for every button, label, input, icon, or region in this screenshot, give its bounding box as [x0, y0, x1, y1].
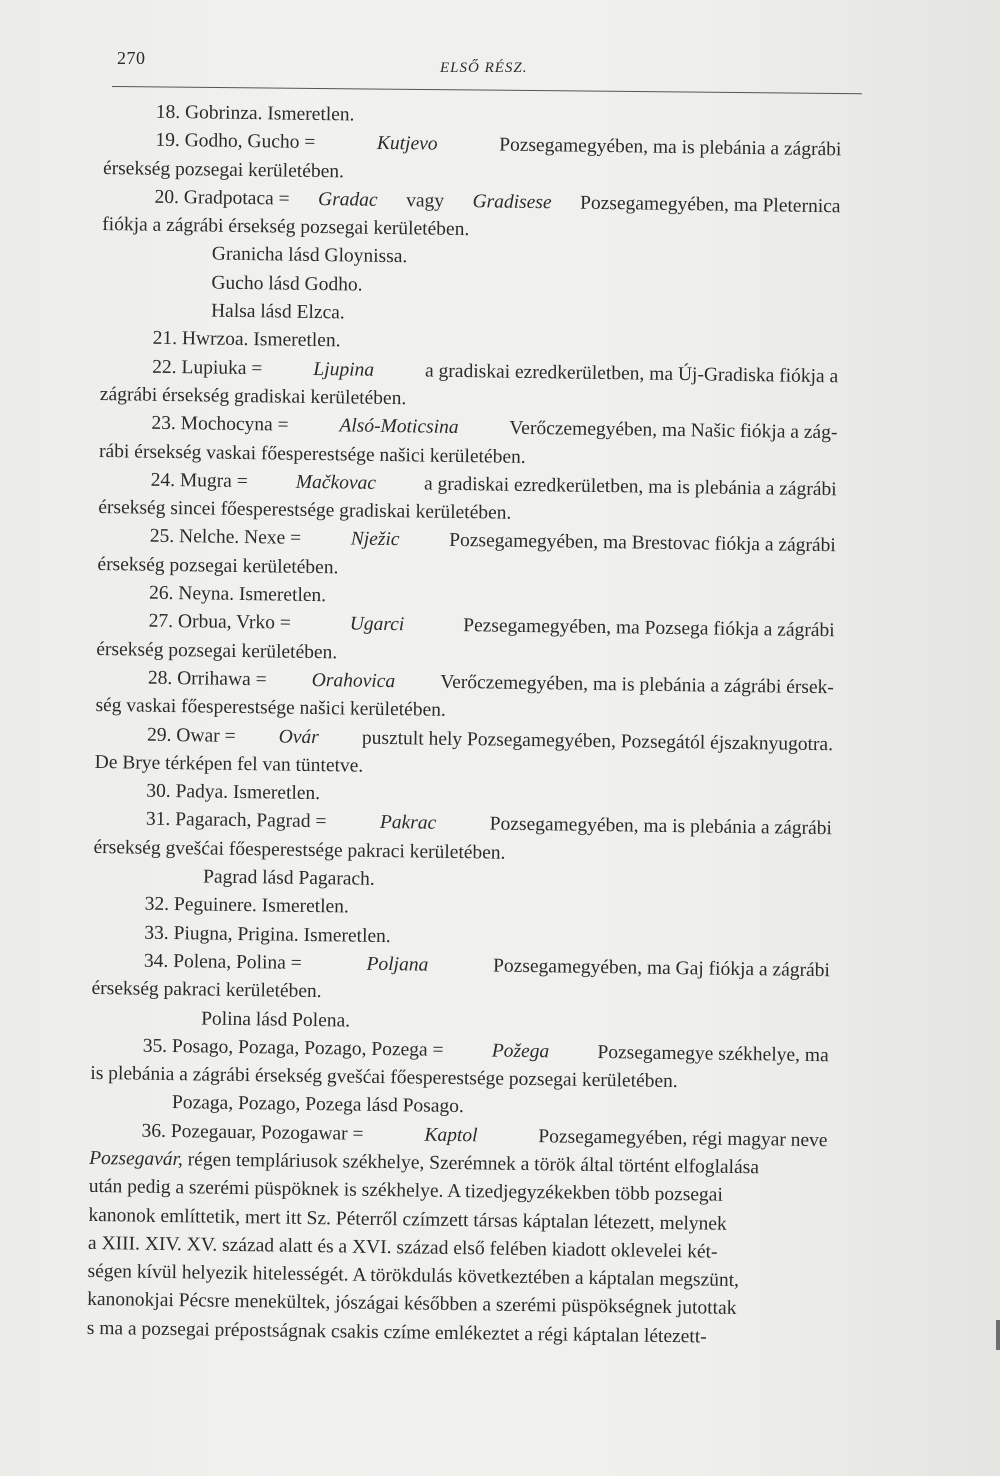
scan-edge-mark — [996, 1320, 1000, 1350]
entry-26: 26. Neyna. Ismeretlen. — [148, 582, 327, 607]
entry-20-line-2: fiókja a zágrábi érsekség pozsegai kerületében. — [102, 214, 470, 241]
entry-34-line-2: érsekség pakraci kerületében. — [91, 978, 322, 1003]
entry-23-line-2: rábi érsekség vaskai főesperestsége našici kerületében. — [98, 440, 526, 468]
entry-30: 30. Padya. Ismeretlen. — [146, 780, 321, 805]
entry-19-line-1: 19. Godho, Gucho = Kutjevo Pozsegamegyében, ma is plebánia a zágrábi — [155, 130, 842, 161]
entry-36-line-7: kanonokjai Pécsre menekültek, jószágai későbben a szerémi püspökségnek jutottak — [87, 1289, 737, 1320]
entry-27-line-1: 27. Orbua, Vrko = Ugarci Pezsegamegyében, ma Pozsega fiókja a zágrábi — [148, 611, 835, 642]
entry-22-line-2: zágrábi érsekség gradiskai kerületében. — [99, 383, 407, 410]
entry-28-line-2: ség vaskai főesperestsége našici kerületében. — [95, 695, 446, 722]
entry-27-line-2: érsekség pozsegai kerületében. — [96, 638, 338, 663]
cross-ref-polina: Polina lásd Polena. — [201, 1007, 351, 1032]
entry-25-line-2: érsekség pozsegai kerületében. — [97, 553, 339, 579]
entry-36-line-3: után pedig a szerémi püspöknek is székhelye. A tizedjegyzékekben több pozsegai — [88, 1176, 723, 1207]
entry-36-line-4: kanonok említtetik, mert itt Sz. Péterről czímzett társas káptalan létezett, melynek — [88, 1204, 727, 1235]
entry-34-line-1: 34. Polena, Polina = Poljana Pozsegamegyében, ma Gaj fiókja a zágrábi — [143, 950, 831, 982]
page-header — [0, 0, 1000, 110]
entry-29-line-2: De Brye térképen fel van tüntetve. — [94, 751, 364, 777]
cross-ref-pagrad: Pagrad lásd Pagarach. — [202, 866, 375, 890]
entry-24-line-2: érsekség sincei főesperestsége gradiskai kerületében. — [98, 497, 512, 524]
entry-22-line-1: 22. Lupiuka = Ljupina a gradiskai ezredkerületben, ma Új-Gradiska fiókja a — [152, 356, 839, 387]
header-rule — [112, 86, 862, 94]
entry-28-line-1: 28. Orrihawa = Orahovica Verőczemegyében, ma is plebánia a zágrábi érsek- — [147, 667, 834, 699]
entry-32: 32. Peguinere. Ismeretlen. — [144, 893, 350, 918]
entry-21: 21. Hwrzoa. Ismeretlen. — [152, 328, 341, 352]
entry-36-line-2: Pozsegavár, régen templáriusok székhelye, Szerémnek a török által történt elfoglalása — [89, 1147, 760, 1179]
entry-36-line-8: s ma a pozsegai prépostságnak csakis czíme emlékeztet a régi káptalan létezett- — [86, 1317, 707, 1348]
page-body — [87, 98, 844, 1353]
entry-25-line-1: 25. Nelche. Nexe = Nježic Pozsegamegyében, ma Brestovac fiókja a zágrábi — [149, 526, 836, 557]
entry-36-line-1: 36. Pozegauar, Pozogawar = Kaptol Pozsegamegyében, régi magyar neve — [141, 1120, 828, 1151]
running-title: ELSŐ RÉSZ. — [440, 60, 528, 76]
entry-36-line-6: ségen kívül helyezik hitelességét. A törökdulás következtében a káptalan megszünt, — [87, 1261, 740, 1292]
entry-19-line-2: érsekség pozsegai kerületében. — [102, 157, 345, 182]
entry-29-line-1: 29. Owar = Ovár pusztult hely Pozsegamegyében, Pozsegától éjszaknyugotra. — [146, 724, 834, 755]
entry-23-line-1: 23. Mochocyna = Alsó-Moticsina Verőczemegyében, ma Našic fiókja a zág- — [151, 412, 838, 444]
entry-33: 33. Piugna, Prigina. Ismeretlen. — [144, 922, 391, 947]
entry-36-line-5: a XIII. XIV. XV. század alatt és a XVI. század első felében kiadott oklevelei két- — [87, 1232, 718, 1263]
entry-31-line-2: érsekség gvešćai főesperestsége pakraci kerületében. — [93, 836, 506, 864]
page-number: 270 — [117, 48, 146, 68]
entry-24-line-1: 24. Mugra = Mačkovac a gradiskai ezredkerületben, ma is plebánia a zágrábi — [150, 469, 837, 501]
cross-ref-halsa: Halsa lásd Elzca. — [210, 300, 345, 324]
entry-35-line-1: 35. Posago, Pozaga, Pozago, Pozega = Požega Pozsegamegye székhelye, ma — [142, 1035, 829, 1067]
entry-31-line-1: 31. Pagarach, Pagrad = Pakrac Pozsegamegyében, ma is plebánia a zágrábi — [145, 809, 833, 840]
cross-ref-granicha: Granicha lásd Gloynissa. — [211, 244, 408, 268]
entry-35-line-2: is plebánia a zágrábi érsekség gvešćai főesperestsége pozsegai kerületében. — [90, 1062, 678, 1093]
cross-ref-pozaga: Pozaga, Pozago, Pozega lásd Posago. — [171, 1092, 464, 1118]
entry-20-line-1: 20. Gradpotaca = Gradac vagy Gradisese Pozsegamegyében, ma Pleternica — [154, 186, 841, 218]
entry-18: 18. Gobrinza. Ismeretlen. — [155, 101, 355, 126]
cross-ref-gucho: Gucho lásd Godho. — [211, 272, 363, 296]
